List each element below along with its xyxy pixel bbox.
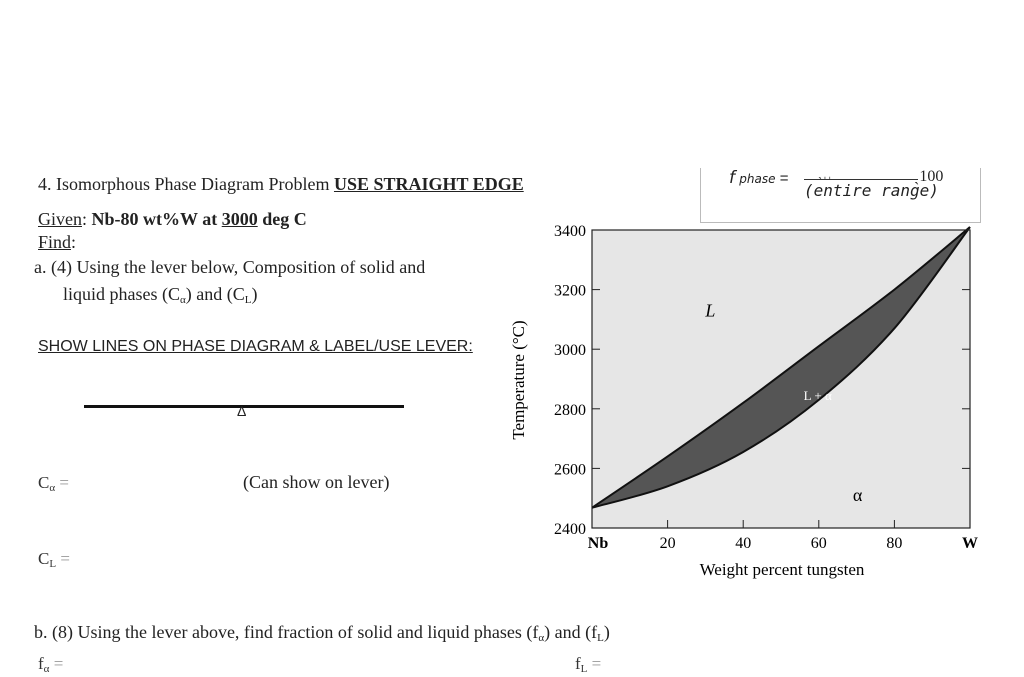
given-temperature: 3000	[221, 209, 258, 229]
part-a-line1: a. (4) Using the lever below, Composition of solid and	[34, 257, 426, 277]
plot-layer	[554, 223, 978, 552]
part-a-text-2: ) and (C	[185, 284, 245, 304]
x-tick-label: W	[962, 535, 978, 552]
part-b-sub-L: L	[597, 632, 604, 644]
f-alpha-sub: α	[43, 663, 50, 675]
x-tick-label: 80	[886, 535, 903, 552]
formula-f: f	[729, 168, 735, 188]
region-label-two-phase: L + α	[803, 387, 832, 403]
straight-edge-note: USE STRAIGHT EDGE	[333, 174, 524, 194]
given-colon: :	[82, 209, 88, 229]
given-composition: Nb-80 wt%W at	[87, 209, 222, 229]
find-label: Find	[38, 232, 72, 252]
f-alpha-symbol: f	[38, 654, 44, 673]
y-tick-label: 2800	[554, 401, 586, 419]
part-a-sub-alpha: α	[180, 294, 186, 306]
given-label: Given	[38, 209, 82, 229]
y-tick-label: 3000	[554, 342, 586, 360]
part-b-text-2: ) and (f	[544, 622, 598, 642]
lever-fulcrum-icon: Δ	[237, 403, 247, 419]
y-tick-label: 3200	[554, 282, 586, 300]
part-a-text-1: liquid phases (C	[63, 284, 180, 304]
x-tick-label: 20	[659, 535, 676, 552]
y-tick-label: 3400	[554, 223, 586, 240]
x-tick-label: Nb	[587, 535, 609, 552]
part-a-text-3: )	[251, 284, 258, 304]
f-L-equals: =	[587, 654, 602, 673]
show-lines-instruction: SHOW LINES ON PHASE DIAGRAM & LABEL/USE LEVER:	[38, 338, 473, 355]
part-b-sub-alpha: α	[538, 632, 545, 644]
part-b-text-1: b. (8) Using the lever above, find fraction of solid and liquid phases (f	[34, 622, 539, 642]
x-tick-label: 60	[810, 535, 827, 552]
region-label-liquid: L	[705, 300, 716, 321]
region-label-solid: α	[852, 485, 863, 506]
x-axis-label: Weight percent tungsten	[699, 560, 865, 579]
c-L-symbol: C	[38, 549, 50, 568]
c-alpha-sub: α	[49, 482, 56, 494]
formula-times-100: ˏ100	[914, 168, 944, 185]
y-tick-label: 2400	[554, 521, 586, 538]
formula-denominator: (entire range)	[804, 181, 939, 200]
part-a-sub-L: L	[244, 294, 252, 306]
formula-phase-sub: phase	[739, 172, 776, 186]
part-b-text-3: )	[603, 622, 610, 642]
f-L-sub: L	[580, 663, 588, 675]
c-alpha-symbol: C	[38, 473, 50, 492]
problem-title-text: 4. Isomorphous Phase Diagram Problem	[38, 174, 334, 194]
c-L-sub: L	[49, 558, 57, 570]
f-L-symbol: f	[575, 654, 581, 673]
f-alpha-equals: =	[49, 654, 64, 673]
x-tick-label: 40	[735, 535, 752, 552]
can-show-note: (Can show on lever)	[243, 472, 390, 492]
c-alpha-equals: =	[55, 473, 69, 492]
formula-equals: =	[779, 170, 789, 187]
c-L-equals: =	[56, 549, 70, 568]
find-colon: :	[71, 232, 77, 252]
given-unit: deg C	[257, 209, 307, 229]
y-tick-label: 2600	[554, 461, 586, 479]
formula-numerator: ˎˌˌ	[818, 163, 832, 179]
y-axis-label: Temperature (°C)	[509, 320, 528, 440]
